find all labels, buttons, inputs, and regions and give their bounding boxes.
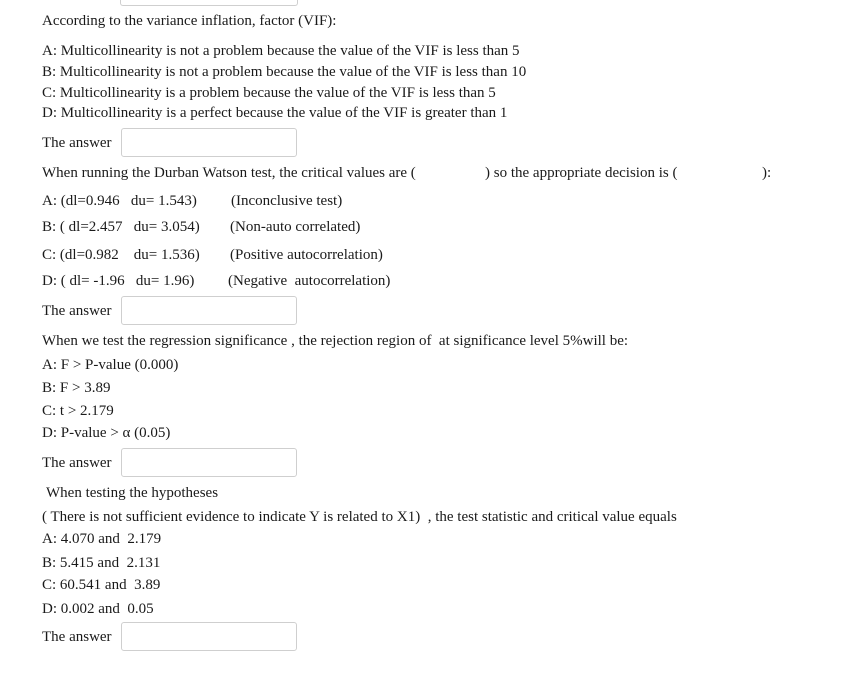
q1-answer-label: The answer [42,135,112,151]
q3-answer-input[interactable] [121,448,297,477]
q4-question-line1: When testing the hypotheses [46,485,219,501]
q1-option-a: A: Multicollinearity is not a problem because the value of the VIF is less than 5 [42,43,520,59]
q4-option-d: D: 0.002 and 0.05 [42,601,154,617]
q2-question-part1: When running the Durban Watson test, the critical values are ( [42,165,416,181]
q1-option-b: B: Multicollinearity is not a problem because the value of the VIF is less than 10 [42,64,527,80]
q3-option-d: D: P-value > α (0.05) [42,425,171,441]
q2-question-part3: ): [762,165,772,181]
q2-answer-label: The answer [42,303,112,319]
q1-answer-input[interactable] [121,128,297,157]
q4-option-a: A: 4.070 and 2.179 [42,531,162,547]
q2-question-part2: ) so the appropriate decision is ( [485,165,678,181]
q4-option-c: C: 60.541 and 3.89 [42,577,161,593]
q2-option-b-decision: (Non-auto correlated) [230,219,361,235]
q3-answer-label: The answer [42,455,112,471]
q2-option-d-values: D: ( dl= -1.96 du= 1.96) [42,273,195,289]
q1-question: According to the variance inflation, factor (VIF): [42,13,337,29]
q2-option-d-decision: (Negative autocorrelation) [228,273,391,289]
q2-option-b-values: B: ( dl=2.457 du= 3.054) [42,219,200,235]
q3-question: When we test the regression significance , the rejection region of at significance level 5%will be: [42,333,629,349]
q4-answer-input[interactable] [121,622,297,651]
q4-answer-label: The answer [42,629,112,645]
q3-option-c: C: t > 2.179 [42,403,114,419]
q3-option-a: A: F > P-value (0.000) [42,357,179,373]
q1-option-d: D: Multicollinearity is a perfect because the value of the VIF is greater than 1 [42,105,508,121]
q2-critical-values-blank[interactable] [443,162,483,182]
q2-answer-input[interactable] [121,296,297,325]
q2-option-a-values: A: (dl=0.946 du= 1.543) [42,193,197,209]
q2-decision-blank[interactable] [690,162,760,182]
q4-option-b: B: 5.415 and 2.131 [42,555,161,571]
q2-option-c-values: C: (dl=0.982 du= 1.536) [42,247,200,263]
q4-question-line2: ( There is not sufficient evidence to indicate Y is related to X1) , the test statistic and critical value equals [42,509,677,525]
q2-option-c-decision: (Positive autocorrelation) [230,247,383,263]
q3-option-b: B: F > 3.89 [42,380,111,396]
previous-answer-box-edge [120,0,298,6]
q2-option-a-decision: (Inconclusive test) [231,193,343,209]
q1-option-c: C: Multicollinearity is a problem because the value of the VIF is less than 5 [42,85,496,101]
